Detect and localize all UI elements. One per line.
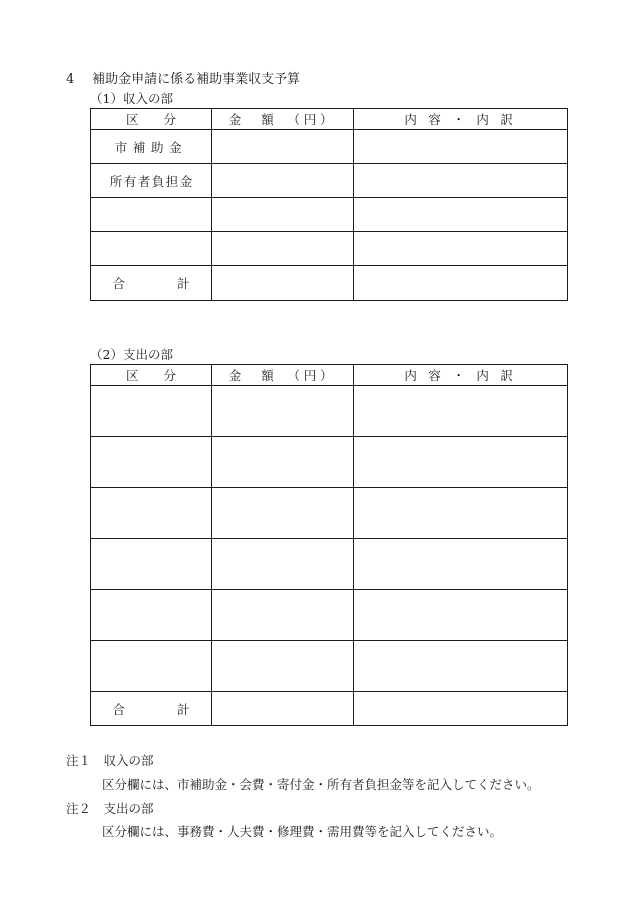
income-category-cell[interactable]	[91, 232, 212, 266]
expense-category-cell[interactable]	[91, 488, 212, 539]
income-total-detail-cell[interactable]	[354, 266, 568, 301]
income-row	[91, 164, 568, 198]
expense-heading: （2）支出の部	[90, 347, 173, 362]
income-total-amount-cell[interactable]	[212, 266, 354, 301]
expense-amount-cell[interactable]	[212, 488, 354, 539]
income-row	[91, 232, 568, 266]
expense-row	[91, 386, 568, 437]
note-1-label: 注１ 収入の部	[66, 753, 154, 768]
income-amount-cell[interactable]	[212, 130, 354, 164]
expense-detail-cell[interactable]	[354, 488, 568, 539]
income-amount-cell[interactable]	[212, 232, 354, 266]
income-amount-cell[interactable]	[212, 164, 354, 198]
section-number: 4	[66, 72, 75, 87]
income-detail-cell[interactable]	[354, 232, 568, 266]
income-detail-cell[interactable]	[354, 198, 568, 232]
income-detail-cell[interactable]	[354, 164, 568, 198]
income-header-row	[91, 109, 568, 130]
expense-detail-cell[interactable]	[354, 437, 568, 488]
expense-row	[91, 488, 568, 539]
expense-header-detail: 内 容 ・ 内 訳	[354, 365, 568, 386]
income-header-category: 区 分	[91, 109, 212, 130]
income-category-cell[interactable]: 所有者負担金	[91, 164, 212, 198]
expense-header-amount: 金 額 （円）	[212, 365, 354, 386]
expense-total-amount-cell[interactable]	[212, 692, 354, 726]
expense-amount-cell[interactable]	[212, 539, 354, 590]
income-category-cell[interactable]	[91, 198, 212, 232]
section-title	[66, 68, 300, 87]
expense-category-cell[interactable]	[91, 386, 212, 437]
note-2-label: 注２ 支出の部	[66, 801, 154, 816]
income-total-row	[91, 266, 568, 301]
expense-detail-cell[interactable]	[354, 539, 568, 590]
section-title-text: 補助金申請に係る補助事業収支予算	[92, 72, 301, 87]
expense-header-row	[91, 365, 568, 386]
expense-detail-cell[interactable]	[354, 641, 568, 692]
total-label-left: 合	[112, 701, 125, 717]
expense-category-cell[interactable]	[91, 641, 212, 692]
total-label-right: 計	[177, 276, 190, 291]
expense-total-detail-cell[interactable]	[354, 692, 568, 726]
income-row	[91, 130, 568, 164]
expense-row	[91, 539, 568, 590]
income-header-amount: 金 額 （円）	[212, 109, 354, 130]
income-detail-cell[interactable]	[354, 130, 568, 164]
expense-amount-cell[interactable]	[212, 590, 354, 641]
expense-total-label	[91, 692, 212, 726]
expense-detail-cell[interactable]	[354, 386, 568, 437]
total-label-right: 計	[177, 701, 190, 717]
income-category-cell[interactable]: 市補助金	[91, 130, 212, 164]
expense-amount-cell[interactable]	[212, 386, 354, 437]
expense-table	[90, 364, 568, 726]
expense-category-cell[interactable]	[91, 437, 212, 488]
expense-row	[91, 641, 568, 692]
expense-row	[91, 590, 568, 641]
total-label-left: 合	[112, 276, 125, 291]
income-header-detail: 内 容 ・ 内 訳	[354, 109, 568, 130]
income-amount-cell[interactable]	[212, 198, 354, 232]
expense-total-row	[91, 692, 568, 726]
expense-amount-cell[interactable]	[212, 437, 354, 488]
expense-category-cell[interactable]	[91, 539, 212, 590]
income-total-label	[91, 266, 212, 301]
income-table	[90, 108, 568, 301]
expense-amount-cell[interactable]	[212, 641, 354, 692]
expense-detail-cell[interactable]	[354, 590, 568, 641]
note-1-text: 区分欄には、市補助金・会費・寄付金・所有者負担金等を記入してください。	[102, 777, 540, 792]
income-row	[91, 198, 568, 232]
expense-category-cell[interactable]	[91, 590, 212, 641]
expense-row	[91, 437, 568, 488]
expense-header-category: 区 分	[91, 365, 212, 386]
income-heading: （1）収入の部	[90, 91, 173, 106]
note-2-text: 区分欄には、事務費・人夫費・修理費・需用費等を記入してください。	[102, 824, 503, 839]
